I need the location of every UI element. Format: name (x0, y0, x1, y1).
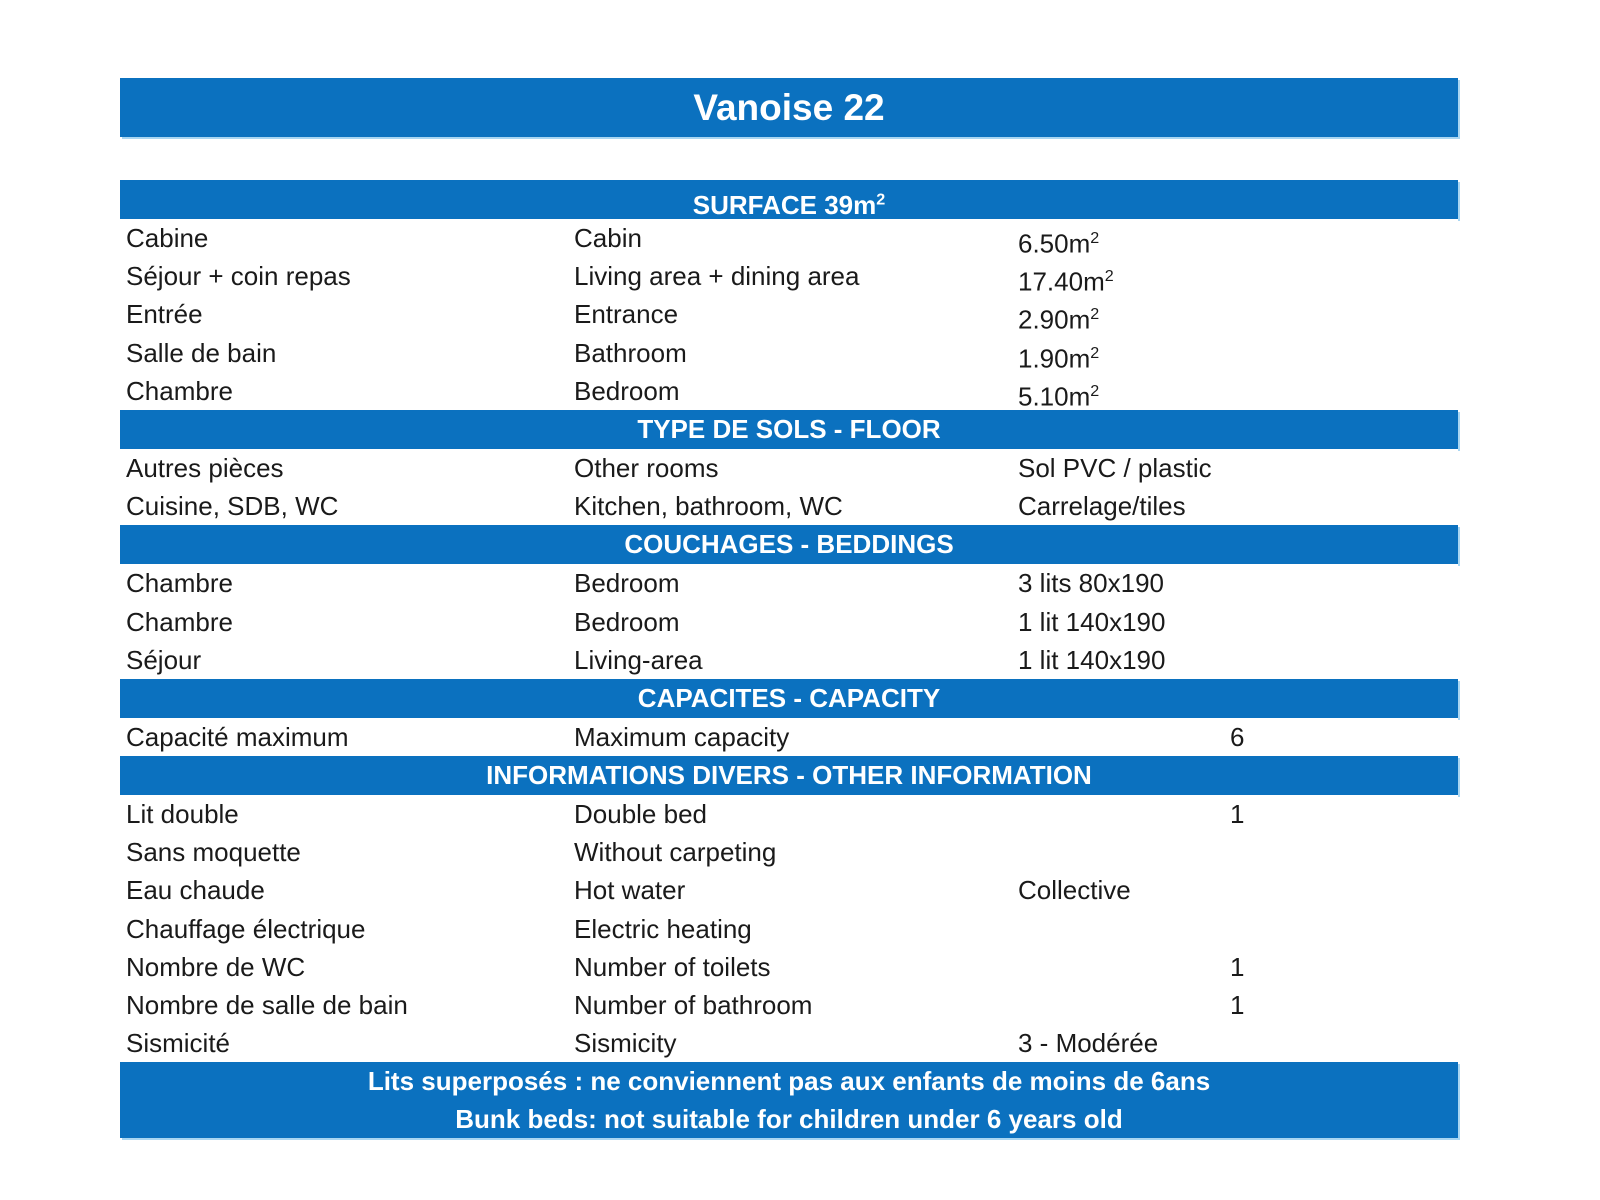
label-en: Hot water (574, 875, 686, 906)
section-header-capacity (120, 679, 1458, 718)
accommodation-spec-sheet (120, 78, 1458, 1138)
label-en: Entrance (574, 299, 679, 330)
count-cell (1230, 564, 1458, 602)
label-en: Bedroom (574, 606, 680, 637)
table-row (120, 1024, 1458, 1062)
table-row (120, 449, 1458, 487)
label-en: Living-area (574, 644, 703, 675)
table-row (120, 219, 1458, 257)
label-fr: Nombre de WC (126, 951, 306, 982)
label-en: Other rooms (574, 452, 719, 483)
count-cell (1230, 1024, 1458, 1062)
value-cell: $6.50m^2$ (1018, 228, 1100, 259)
label-fr: Séjour (126, 644, 202, 675)
count-cell: 1 (1230, 951, 1245, 982)
label-fr: Cabine (126, 223, 209, 253)
count-cell (1230, 603, 1458, 641)
label-fr: Eau chaude (126, 875, 265, 906)
value-cell (1018, 718, 1230, 756)
value-cell: 3 lits 80x190 (1018, 568, 1164, 599)
label-en: Bathroom (574, 337, 687, 368)
table-row (120, 910, 1458, 948)
label-en: Number of bathroom (574, 990, 813, 1020)
label-fr: Lit double (126, 799, 239, 830)
value-cell (1018, 910, 1230, 948)
label-en: Cabin (574, 223, 642, 253)
table-row (120, 718, 1458, 756)
label-fr: Chambre (126, 568, 233, 599)
label-en: Number of toilets (574, 951, 771, 982)
value-cell (1018, 795, 1230, 833)
table-row (120, 986, 1458, 1024)
label-fr: Chambre (126, 375, 233, 406)
count-cell (1230, 449, 1458, 487)
label-fr: Entrée (126, 299, 203, 330)
value-cell: Sol PVC / plastic (1018, 452, 1212, 483)
value-cell: 1 lit 140x190 (1018, 606, 1166, 637)
section-header-surface (120, 180, 1458, 219)
count-cell (1230, 372, 1458, 416)
section-header-label: SURFACE $39m^2$ (692, 189, 886, 220)
value-cell: Collective (1018, 875, 1131, 906)
label-en: Electric heating (574, 913, 752, 944)
value-cell (1018, 948, 1230, 986)
section-header-label: COUCHAGES - BEDDINGS (624, 529, 954, 560)
footer-warning-en: Bunk beds: not suitable for children under 6 years old (455, 1104, 1123, 1135)
label-en: Without carpeting (574, 837, 777, 868)
page-title: Vanoise 22 (693, 87, 885, 128)
table-row (120, 603, 1458, 641)
table-row (120, 487, 1458, 525)
label-en: Maximum capacity (574, 721, 790, 752)
count-cell (1230, 871, 1458, 909)
value-cell: $17.40m^2$ (1018, 266, 1114, 297)
label-fr: Nombre de salle de bain (126, 990, 408, 1020)
footer-warning (120, 1062, 1458, 1138)
value-cell: $1.90m^2$ (1018, 343, 1100, 374)
title-bar (120, 78, 1458, 137)
label-en: Bedroom (574, 568, 680, 599)
label-fr: Capacité maximum (126, 721, 349, 752)
label-fr: Cuisine, SDB, WC (126, 491, 339, 522)
label-fr: Salle de bain (126, 337, 277, 368)
label-fr: Sans moquette (126, 837, 301, 868)
value-cell: 3 - Modérée (1018, 1028, 1159, 1059)
label-fr: Autres pièces (126, 452, 284, 483)
label-en: Bedroom (574, 375, 680, 406)
table-row (120, 641, 1458, 679)
table-row (120, 295, 1458, 336)
label-fr: Chauffage électrique (126, 913, 366, 944)
value-cell: Carrelage/tiles (1018, 491, 1186, 522)
value-cell: $5.10m^2$ (1018, 381, 1100, 412)
section-header-label: INFORMATIONS DIVERS - OTHER INFORMATION (486, 760, 1092, 791)
table-row (120, 871, 1458, 909)
spec-table (120, 180, 1458, 1062)
label-fr: Sismicité (126, 1028, 231, 1059)
count-cell (1230, 641, 1458, 679)
section-header-beddings (120, 525, 1458, 564)
label-fr: Séjour + coin repas (126, 261, 351, 292)
count-cell: 1 (1230, 990, 1245, 1020)
label-en: Double bed (574, 799, 707, 830)
label-fr: Chambre (126, 606, 233, 637)
count-cell (1230, 833, 1458, 871)
label-en: Living area + dining area (574, 261, 860, 292)
count-cell: 1 (1230, 799, 1245, 830)
value-cell: $2.90m^2$ (1018, 305, 1100, 336)
table-row (120, 334, 1458, 372)
label-en: Kitchen, bathroom, WC (574, 491, 843, 522)
label-en: Sismicity (574, 1028, 677, 1059)
table-row (120, 257, 1458, 295)
value-cell: 1 lit 140x190 (1018, 644, 1166, 675)
section-header-label: CAPACITES - CAPACITY (637, 682, 941, 713)
table-row (120, 795, 1458, 833)
table-row (120, 833, 1458, 871)
section-header-floor (120, 410, 1458, 449)
count-cell: 6 (1230, 721, 1245, 752)
value-cell (1018, 986, 1230, 1024)
count-cell (1230, 487, 1458, 525)
value-cell (1018, 833, 1230, 871)
footer-warning-fr: Lits superposés : ne conviennent pas aux enfants de moins de 6ans (367, 1066, 1211, 1097)
table-row (120, 948, 1458, 986)
count-cell (1230, 910, 1458, 948)
table-row (120, 372, 1458, 410)
section-header-other-info (120, 756, 1458, 795)
table-row (120, 564, 1458, 602)
section-header-label: TYPE DE SOLS - FLOOR (637, 413, 941, 444)
